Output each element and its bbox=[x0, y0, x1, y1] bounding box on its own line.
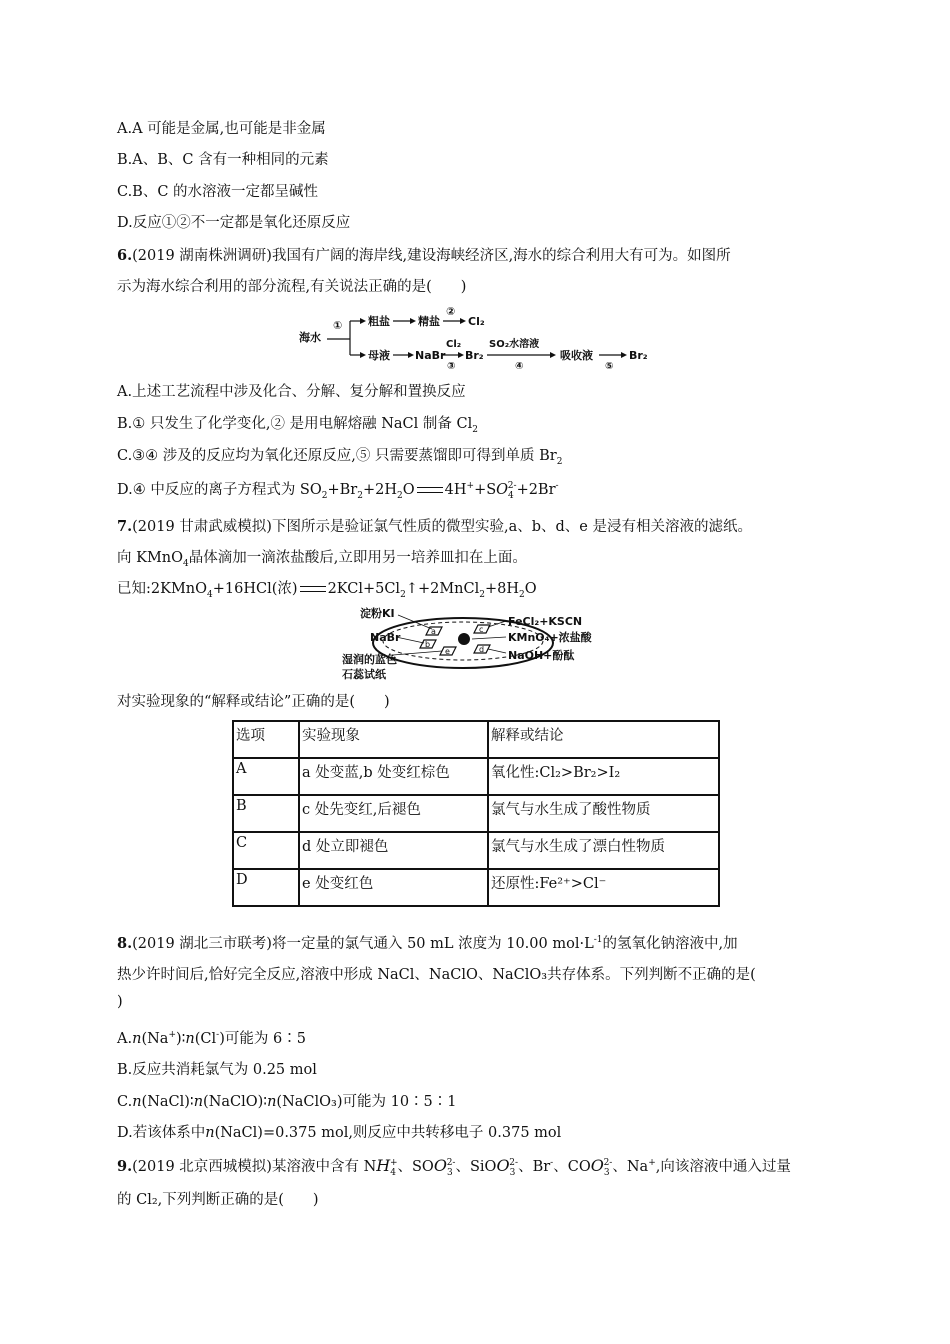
table-header-row bbox=[233, 721, 719, 758]
flow-crude-salt: 粗盐 bbox=[368, 315, 390, 328]
q6-option-a: A.上述工艺流程中涉及化合、分解、复分解和置换反应 bbox=[117, 384, 466, 400]
table-cell: 氯气与水生成了酸性物质 bbox=[488, 795, 719, 832]
q8-number: 8. bbox=[117, 935, 133, 952]
flow-cl2-label: Cl₂ bbox=[446, 339, 462, 350]
table-header-cell: 解释或结论 bbox=[488, 721, 719, 758]
flow-step1: ① bbox=[333, 319, 343, 332]
q5-option-d: D.反应①②不一定都是氧化还原反应 bbox=[117, 215, 351, 231]
table-cell: C bbox=[233, 832, 299, 869]
table-row bbox=[233, 795, 719, 832]
flow-nabr: NaBr bbox=[415, 349, 446, 362]
q7-known-equation: 已知:2KMnO$_4$+16HCl(浓) $2KCl+5Cl_2↑+2MnCl_2+8H_2O$ bbox=[117, 581, 537, 600]
seawater-flow-diagram bbox=[295, 303, 665, 373]
flow-step4: ④ bbox=[515, 361, 524, 372]
table-cell: c 处先变红,后褪色 bbox=[299, 795, 488, 832]
paper-b: b bbox=[425, 640, 431, 649]
flow-refined-salt: 精盐 bbox=[418, 315, 440, 328]
flow-so2-label: SO₂水溶液 bbox=[489, 339, 540, 350]
table-row bbox=[233, 869, 719, 906]
table-cell: D bbox=[233, 869, 299, 906]
q6-option-d: D.④ 中反应的离子方程式为 $SO_2+Br_2+2H_2O$ $4H^++SO_4^{2-}+2Br^-$ bbox=[117, 481, 559, 501]
table-cell: 氯气与水生成了漂白性物质 bbox=[488, 832, 719, 869]
table-cell: 还原性:Fe²⁺>Cl⁻ bbox=[488, 869, 719, 906]
q7-number: 7. bbox=[117, 518, 133, 535]
q6-stem-line2: 示为海水综合利用的部分流程,有关说法正确的是( ) bbox=[117, 279, 467, 295]
q8-stem-line3: ) bbox=[117, 994, 123, 1010]
flow-br2-a: Br₂ bbox=[465, 349, 484, 362]
q9-stem-line1: 9.(2019 北京西城模拟)某溶液中含有 $NH_4^+$、$SOO_3^{2-}$、SiOO$_3^{2-}$、Br-、$COO_3^{2-}$、Na+,向该溶液中通入过量 bbox=[117, 1156, 791, 1178]
q9-number: 9. bbox=[117, 1158, 133, 1175]
q8-option-b: B.反应共消耗氯气为 0.25 mol bbox=[117, 1062, 317, 1078]
table-cell: a 处变蓝,b 处变红棕色 bbox=[299, 758, 488, 795]
label-kmno4: KMnO₄+浓盐酸 bbox=[508, 631, 592, 644]
q5-option-c: C.B、C 的水溶液一定都呈碱性 bbox=[117, 184, 319, 200]
paper-d: d bbox=[479, 645, 485, 654]
paper-e: e bbox=[445, 647, 450, 656]
label-fecl2: FeCl₂+KSCN bbox=[508, 615, 583, 628]
kmno4-crystal bbox=[458, 633, 470, 645]
flow-seawater: 海水 bbox=[299, 331, 321, 344]
table-header-cell: 实验现象 bbox=[299, 721, 488, 758]
q6-option-c: C.③④ 涉及的反应均为氧化还原反应,⑤ 只需要蒸馏即可得到单质 $Br_2$ bbox=[117, 448, 563, 467]
table-cell: 氧化性:Cl₂>Br₂>I₂ bbox=[488, 758, 719, 795]
q8-option-a: A.n(Na+)∶n(Cl-)可能为 6∶5 bbox=[117, 1030, 306, 1047]
q8-stem-line1: 8.(2019 湖北三市联考)将一定量的氯气通入 50 mL 浓度为 10.00 $mol\cdot L^{-1}$的氢氧化钠溶液中,加 bbox=[117, 935, 738, 952]
q7-table bbox=[232, 720, 720, 907]
flow-cl2: Cl₂ bbox=[468, 315, 485, 328]
q9-stem-line2: 的 Cl₂,下列判断正确的是( ) bbox=[117, 1192, 319, 1208]
table-cell: B bbox=[233, 795, 299, 832]
paper-a: a bbox=[431, 627, 436, 636]
paper-c: c bbox=[479, 625, 484, 634]
table-row bbox=[233, 832, 719, 869]
q6-number: 6. bbox=[117, 247, 133, 264]
q8-option-c: C.n(NaCl)∶n(NaClO)∶n(NaClO₃)可能为 10∶5∶1 bbox=[117, 1094, 457, 1110]
table-row bbox=[233, 758, 719, 795]
q8-stem-line2: 热少许时间后,恰好完全反应,溶液中形成 NaCl、NaClO、NaClO₃共存体系。下列判断不正确的是( bbox=[117, 967, 756, 983]
table-cell: A bbox=[233, 758, 299, 795]
label-starch-ki: 淀粉KI bbox=[360, 607, 395, 620]
q7-prompt: 对实验现象的“解释或结论”正确的是( ) bbox=[117, 694, 390, 710]
table-header-cell: 选项 bbox=[233, 721, 299, 758]
q6-option-b: B.① 只发生了化学变化,② 是用电解熔融 NaCl 制备 $Cl_2$ bbox=[117, 416, 478, 435]
flow-step3: ③ bbox=[447, 361, 456, 372]
q7-stem-line1: 7.(2019 甘肃武威模拟)下图所示是验证氯气性质的微型实验,a、b、d、e 是浸有相关溶液的滤纸。 bbox=[117, 518, 752, 535]
q5-option-b: B.A、B、C 含有一种相同的元素 bbox=[117, 152, 329, 168]
label-litmus-2: 石蕊试纸 bbox=[342, 668, 386, 681]
label-naoh: NaOH+酚酞 bbox=[508, 649, 575, 662]
label-litmus-1: 湿润的蓝色 bbox=[342, 653, 397, 666]
flow-step5: ⑤ bbox=[605, 361, 614, 372]
table-cell: e 处变红色 bbox=[299, 869, 488, 906]
flow-br2-b: Br₂ bbox=[629, 349, 648, 362]
q5-option-a: A.A 可能是金属,也可能是非金属 bbox=[117, 121, 326, 137]
flow-step2: ② bbox=[446, 305, 456, 318]
q6-stem-text1: (2019 湖南株洲调研)我国有广阔的海岸线,建设海峡经济区,海水的综合利用大有可为。如图所 bbox=[132, 248, 731, 264]
flow-absorb: 吸收液 bbox=[560, 349, 593, 362]
flow-mother-liquor: 母液 bbox=[368, 349, 390, 362]
label-nabr: NaBr bbox=[370, 631, 401, 644]
q7-stem-line2: 向 KMnO$_4$晶体滴加一滴浓盐酸后,立即用另一培养皿扣在上面。 bbox=[117, 550, 527, 569]
petri-dish-diagram bbox=[338, 603, 638, 685]
q6-stem-line1 bbox=[117, 244, 731, 265]
q8-option-d: D.若该体系中n(NaCl)=0.375 mol,则反应中共转移电子 0.375 mol bbox=[117, 1125, 562, 1141]
table-cell: d 处立即褪色 bbox=[299, 832, 488, 869]
